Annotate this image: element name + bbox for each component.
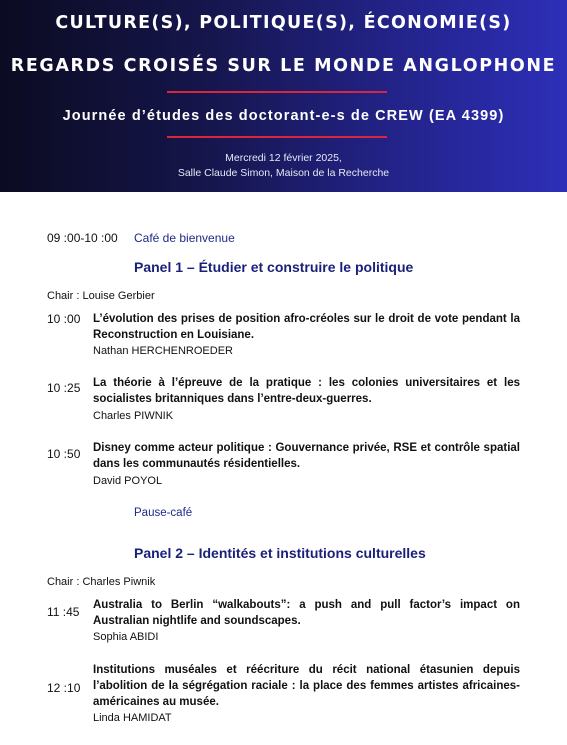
header-banner bbox=[0, 0, 567, 192]
talk-title: Australia to Berlin “walkabouts”: a push and pull factor’s impact on Australian nightlife and soundscapes. bbox=[93, 599, 520, 627]
panel2-title: Panel 2 – Identités et institutions culturelles bbox=[134, 545, 426, 561]
talk-speaker: Linda HAMIDAT bbox=[93, 712, 172, 724]
red-divider-bottom bbox=[167, 136, 387, 138]
talk-speaker: Sophia ABIDI bbox=[93, 631, 159, 643]
event-date: Mercredi 12 février 2025, bbox=[225, 152, 342, 164]
talk-speaker: Nathan HERCHENROEDER bbox=[93, 345, 233, 357]
talk-speaker: David POYOL bbox=[93, 475, 163, 487]
event-title-line2: REGARDS CROISÉS SUR LE MONDE ANGLOPHONE bbox=[10, 56, 557, 76]
talk-time: 10 :00 bbox=[47, 312, 81, 326]
welcome-time: 09 :00-10 :00 bbox=[47, 231, 118, 245]
talk-time: 10 :25 bbox=[47, 381, 81, 395]
red-divider-top bbox=[167, 91, 387, 93]
talk-time: 10 :50 bbox=[47, 447, 81, 461]
pause-label: Pause-café bbox=[134, 507, 193, 519]
talk-title: Disney comme acteur politique : Gouvernance privée, RSE et contrôle spatial dans les communautés résidentielles. bbox=[93, 442, 520, 470]
talk-time: 12 :10 bbox=[47, 681, 81, 695]
panel1-title: Panel 1 – Étudier et construire le politique bbox=[134, 259, 414, 275]
event-subtitle: Journée d’études des doctorant-e-s de CREW (EA 4399) bbox=[62, 108, 505, 124]
talk-title: L’évolution des prises de position afro-créoles sur le droit de vote pendant la Reconstruction en Louisiane. bbox=[93, 313, 520, 341]
talk-time: 11 :45 bbox=[47, 605, 80, 619]
panel1-chair: Chair : Louise Gerbier bbox=[47, 290, 155, 302]
talk-title: La théorie à l’épreuve de la pratique : les colonies universitaires et les socialistes britanniques dans l’entre-deux-guerres. bbox=[93, 377, 520, 405]
event-place: Salle Claude Simon, Maison de la Recherche bbox=[177, 167, 390, 179]
welcome-label: Café de bienvenue bbox=[134, 231, 235, 245]
program-content bbox=[0, 192, 567, 745]
talk-title: Institutions muséales et réécriture du récit national étasunien depuis l’abolition de la ségrégation raciale : la place des femmes artistes africaines-américaines au musée. bbox=[93, 664, 520, 708]
event-title-line1: CULTURE(S), POLITIQUE(S), ÉCONOMIE(S) bbox=[55, 13, 512, 33]
panel2-chair: Chair : Charles Piwnik bbox=[47, 576, 156, 588]
talk-speaker: Charles PIWNIK bbox=[93, 410, 174, 422]
